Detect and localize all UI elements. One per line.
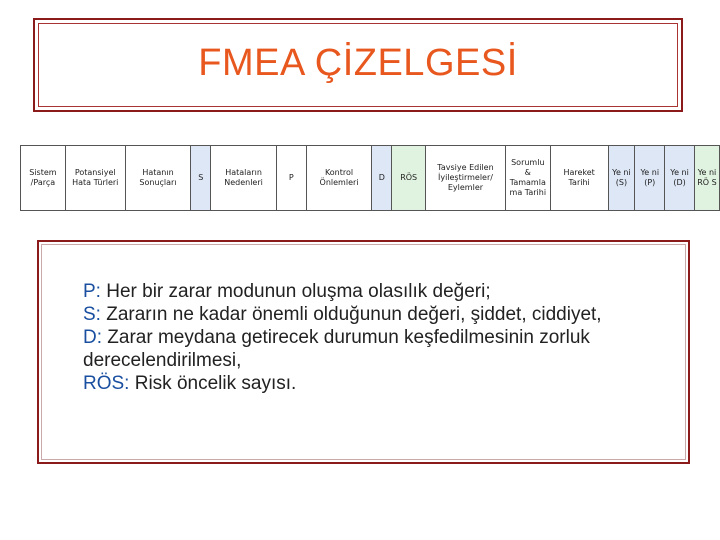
definition-key: P: bbox=[83, 281, 101, 302]
definition-desc: Her bir zarar modunun oluşma olasılık değeri; bbox=[100, 281, 491, 302]
col-yeni-p: Ye ni (P) bbox=[635, 146, 665, 211]
definition-key: D: bbox=[83, 327, 102, 348]
col-hareket-tarihi: Hareket Tarihi bbox=[550, 146, 608, 211]
title-frame bbox=[33, 18, 683, 112]
col-hatanin-sonuclari: Hatanın Sonuçları bbox=[125, 146, 191, 211]
col-sorumlu-tamamlama-tarihi: Sorumlu & Tamamla ma Tarihi bbox=[505, 146, 550, 211]
col-d: D bbox=[372, 146, 392, 211]
definition-p bbox=[83, 280, 673, 303]
col-kontrol-onlemleri: Kontrol Önlemleri bbox=[306, 146, 372, 211]
col-sistem-parca: Sistem /Parça bbox=[21, 146, 66, 211]
definitions-box bbox=[37, 240, 690, 464]
definition-key: RÖS: bbox=[83, 373, 130, 394]
col-hatalarin-nedenleri: Hataların Nedenleri bbox=[211, 146, 277, 211]
definitions-text bbox=[83, 280, 673, 395]
table-header-row bbox=[21, 146, 720, 211]
col-tavsiye-edilen-iyilestirmeler: Tavsiye Edilen İyileştirmeler/ Eylemler bbox=[426, 146, 506, 211]
definition-key: S: bbox=[83, 304, 101, 325]
col-yeni-ros: Ye ni RÖ S bbox=[694, 146, 719, 211]
definition-desc: Zarar meydana getirecek durumun keşfedilmesinin zorluk derecelendirilmesi, bbox=[83, 327, 590, 371]
fmea-table bbox=[20, 145, 720, 211]
definition-d bbox=[83, 326, 673, 372]
definition-desc: Zararın ne kadar önemli olduğunun değeri, şiddet, ciddiyet, bbox=[100, 304, 602, 325]
definition-s bbox=[83, 303, 673, 326]
col-ros: RÖS bbox=[392, 146, 426, 211]
definition-ros bbox=[83, 372, 673, 395]
col-yeni-s: Ye ni (S) bbox=[608, 146, 635, 211]
col-potansiyel-hata-turleri: Potansiyel Hata Türleri bbox=[65, 146, 125, 211]
col-p: P bbox=[276, 146, 306, 211]
col-yeni-d: Ye ni (D) bbox=[665, 146, 695, 211]
definition-desc: Risk öncelik sayısı. bbox=[129, 373, 297, 394]
page-title: FMEA ÇİZELGESİ bbox=[198, 42, 518, 84]
col-s: S bbox=[191, 146, 211, 211]
